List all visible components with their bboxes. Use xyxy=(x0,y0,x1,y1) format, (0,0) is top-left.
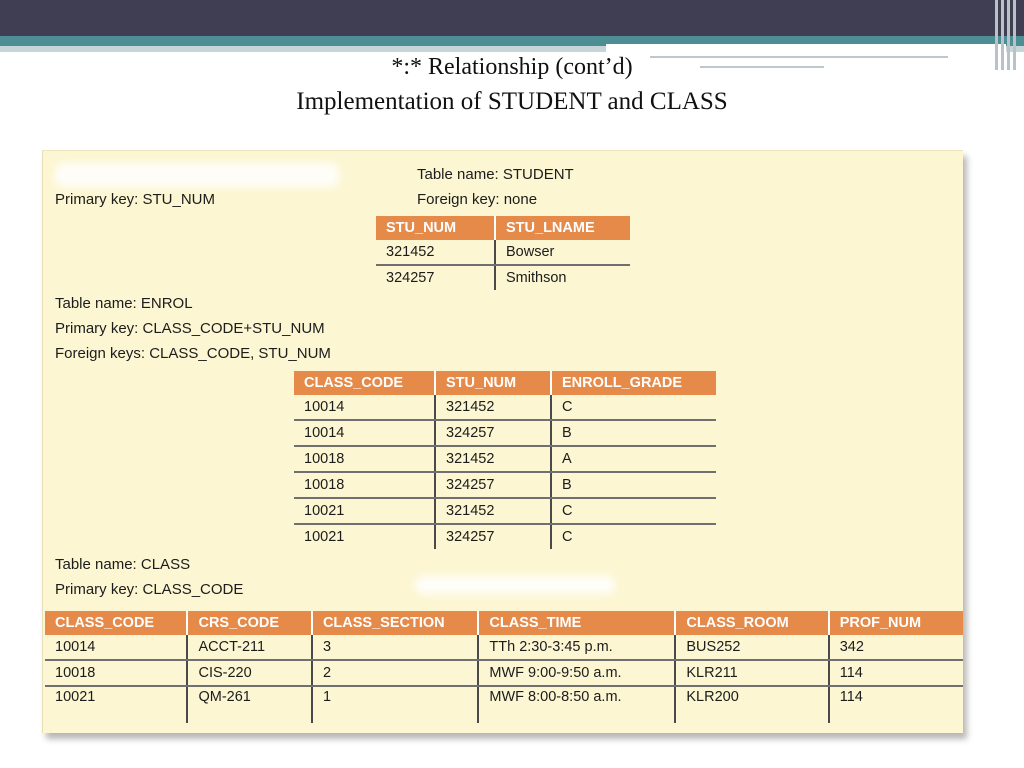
table-cell: 10018 xyxy=(45,660,187,686)
column-header: PROF_NUM xyxy=(829,611,963,635)
table-cell: 10021 xyxy=(294,524,435,549)
table-cell: 1 xyxy=(312,686,478,723)
table-cell: KLR211 xyxy=(675,660,828,686)
column-header: STU_NUM xyxy=(435,371,551,395)
table-cell: 10018 xyxy=(294,472,435,498)
table-cell: C xyxy=(562,529,573,545)
table-cell: CIS-220 xyxy=(187,660,311,686)
table-cell: 321452 xyxy=(435,395,551,420)
table-cell: 3 xyxy=(312,635,478,660)
table-cell: MWF 9:00-9:50 a.m. xyxy=(478,660,675,686)
column-header: STU_LNAME xyxy=(495,216,630,240)
table-row xyxy=(294,446,716,472)
redacted-caption xyxy=(415,576,615,594)
table-row xyxy=(294,395,716,420)
enrol-table xyxy=(294,371,716,549)
table-row xyxy=(294,524,716,549)
table-cell: TTh 2:30-3:45 p.m. xyxy=(478,635,675,660)
class-table xyxy=(45,611,963,723)
table-row xyxy=(294,420,716,446)
student-primary-key: Primary key: STU_NUM xyxy=(55,191,216,208)
table-cell: 10014 xyxy=(294,395,435,420)
column-header: CLASS_SECTION xyxy=(312,611,478,635)
table-cell: MWF 8:00-8:50 a.m. xyxy=(478,686,675,723)
table-cell: B xyxy=(551,420,716,446)
table-cell: QM-261 xyxy=(187,686,311,723)
table-cell: Smithson xyxy=(506,270,567,286)
table-row xyxy=(376,265,630,290)
table-cell: 114 xyxy=(829,660,963,686)
class-table-name: Table name: CLASS xyxy=(55,556,191,573)
table-cell: 321452 xyxy=(435,446,551,472)
figure-panel xyxy=(42,150,963,733)
table-cell: 342 xyxy=(829,635,963,660)
column-header: STU_NUM xyxy=(376,216,495,240)
table-cell: Bowser xyxy=(495,240,630,265)
table-row xyxy=(45,686,963,723)
table-cell: 10018 xyxy=(294,446,435,472)
table-cell: 321452 xyxy=(376,240,495,265)
student-table-name: Table name: STUDENT xyxy=(417,166,574,183)
column-header: CRS_CODE xyxy=(187,611,311,635)
table-row xyxy=(294,498,716,524)
table-cell: C xyxy=(551,498,716,524)
table-cell: A xyxy=(551,446,716,472)
table-cell: 2 xyxy=(312,660,478,686)
table-cell: C xyxy=(551,395,716,420)
table-cell: 321452 xyxy=(435,498,551,524)
table-cell: 114 xyxy=(839,689,863,705)
table-cell: 324257 xyxy=(435,524,551,549)
column-header: CLASS_CODE xyxy=(294,371,435,395)
table-row xyxy=(294,472,716,498)
redacted-caption xyxy=(55,163,339,187)
student-foreign-key: Foreign key: none xyxy=(417,191,538,208)
column-header: CLASS_ROOM xyxy=(675,611,828,635)
table-cell: 10014 xyxy=(294,420,435,446)
table-cell: 10014 xyxy=(45,635,187,660)
table-row xyxy=(45,635,963,660)
table-row xyxy=(45,660,963,686)
column-header: ENROLL_GRADE xyxy=(551,371,716,395)
table-cell: ACCT-211 xyxy=(187,635,311,660)
table-cell: 324257 xyxy=(435,420,551,446)
class-primary-key: Primary key: CLASS_CODE xyxy=(55,581,244,598)
slide-top-bar xyxy=(0,0,1024,36)
table-cell: 324257 xyxy=(435,472,551,498)
table-cell: BUS252 xyxy=(675,635,828,660)
slide-subtitle: Implementation of STUDENT and CLASS xyxy=(296,88,728,115)
table-cell: KLR200 xyxy=(675,686,828,723)
enrol-foreign-keys: Foreign keys: CLASS_CODE, STU_NUM xyxy=(55,345,331,362)
column-header: CLASS_TIME xyxy=(478,611,675,635)
column-header: CLASS_CODE xyxy=(45,611,187,635)
enrol-table-name: Table name: ENROL xyxy=(55,295,193,312)
slide-title: *:* Relationship (cont’d) xyxy=(391,54,633,80)
enrol-primary-key: Primary key: CLASS_CODE+STU_NUM xyxy=(55,320,325,337)
table-row xyxy=(376,240,630,265)
student-table xyxy=(376,216,630,290)
table-cell: 10021 xyxy=(45,686,187,723)
table-cell: B xyxy=(551,472,716,498)
table-cell: 10021 xyxy=(294,498,435,524)
table-cell: 324257 xyxy=(376,265,495,290)
